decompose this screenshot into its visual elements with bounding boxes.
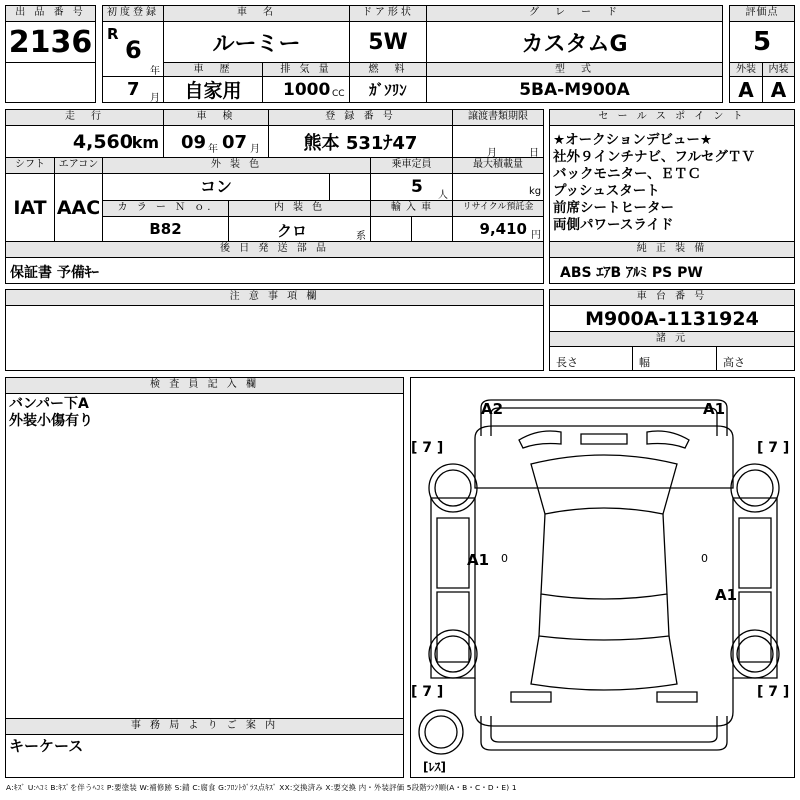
label-sell-points: セ ー ル ス ポ イ ン ト xyxy=(549,109,795,126)
label-first-reg: 初度登録 xyxy=(102,5,164,22)
grille-shape xyxy=(581,434,627,444)
label-import: 輸 入 車 xyxy=(370,200,453,217)
caution-box xyxy=(5,305,544,371)
reg-year-value: 6 xyxy=(125,36,142,64)
inspection-cell xyxy=(163,125,269,158)
kei-unit: 系 xyxy=(356,231,366,242)
label-exterior: 外装 xyxy=(729,62,763,77)
roof-rear-shape xyxy=(539,594,669,640)
int-color-cell xyxy=(228,216,371,242)
label-later-parts: 後 日 発 送 部 品 xyxy=(5,241,544,258)
wheel-front-left xyxy=(429,464,477,512)
office-notes: キーケース xyxy=(9,737,84,755)
headlight-left-shape xyxy=(519,431,561,448)
sell-points-text: ★オークションデビュー★ 社外９インチナビ、フルセグＴＶ バックモニター、ＥＴＣ プッシュスタート 前席シートヒーター 両側パワースライド xyxy=(553,132,755,233)
wheel-rear-right-inner xyxy=(737,636,773,672)
reg-no-value: 熊本 531ﾅ47 xyxy=(268,125,453,158)
label-recycle: リサイクル預託金 xyxy=(452,200,544,217)
reg-month-value: 7 xyxy=(127,79,140,100)
label-lot-no: 出 品 番 号 xyxy=(5,5,96,22)
insp-month-value: 07 xyxy=(222,132,248,153)
fuel-value: ｶﾞｿﾘﾝ xyxy=(349,76,427,103)
mileage-cell xyxy=(5,125,164,158)
year-unit: 年 xyxy=(150,66,160,77)
tire-front-right: [ 7 ] xyxy=(757,440,790,456)
label-caution: 注 意 事 項 欄 xyxy=(5,289,544,306)
label-inspection: 車 検 xyxy=(163,109,269,126)
mark-front-left: A2 xyxy=(481,400,504,418)
transfer-day-unit: 日 xyxy=(529,148,539,158)
first-reg-month-cell xyxy=(102,76,164,103)
label-inspector: 検 査 員 記 入 欄 xyxy=(5,377,404,394)
rear-bumper-shape xyxy=(481,716,727,750)
headlight-right-shape xyxy=(647,431,689,448)
right-rear-door-shape xyxy=(739,592,771,662)
tire-spare: [ﾚｽ] xyxy=(423,760,446,774)
label-capacity: 乗車定員 xyxy=(370,157,453,174)
label-width: 幅 xyxy=(639,356,650,369)
persons-unit: 人 xyxy=(438,190,448,201)
front-bumper-shape xyxy=(481,400,727,436)
label-specs: 諸 元 xyxy=(549,331,795,347)
later-parts-box xyxy=(5,257,544,284)
recycle-value: 9,410 xyxy=(479,220,527,238)
label-grade: グ レ ー ド xyxy=(426,5,723,22)
month-unit: 月 xyxy=(150,93,160,103)
displacement-cell xyxy=(262,76,350,103)
label-chassis-no: 車 台 番 号 xyxy=(549,289,795,306)
standard-equip-value: ABS ｴｱB ｱﾙﾐ PS PW xyxy=(560,265,703,281)
inspector-notes: バンパー下A 外装小傷有り xyxy=(9,396,93,429)
cc-unit: CC xyxy=(332,89,345,99)
transfer-month-unit: 月 xyxy=(487,148,497,158)
label-aircon: エアコン xyxy=(54,157,103,174)
label-max-load: 最大積載量 xyxy=(452,157,544,174)
import-cell-b xyxy=(411,216,453,242)
label-history: 車 歴 xyxy=(163,62,263,77)
tire-rear-left: [ 7 ] xyxy=(411,684,444,700)
grade-value: カスタムG xyxy=(426,21,723,63)
color-no-value: B82 xyxy=(102,216,229,242)
inspector-box xyxy=(5,393,404,719)
mark-front-right: A1 xyxy=(703,400,726,418)
right-front-door-shape xyxy=(739,518,771,588)
car-diagram xyxy=(411,378,795,778)
tire-front-left: [ 7 ] xyxy=(411,440,444,456)
label-displacement: 排 気 量 xyxy=(262,62,350,77)
height-cell xyxy=(716,346,795,371)
era-label: R xyxy=(107,25,119,43)
tire-rear-right: [ 7 ] xyxy=(757,684,790,700)
wheel-front-left-inner xyxy=(435,470,471,506)
wheel-front-right xyxy=(731,464,779,512)
lot-no-value: 2136 xyxy=(5,21,96,63)
side-zero-left: 0 xyxy=(501,552,508,565)
door-value: 5W xyxy=(349,21,427,63)
label-car-name: 車 名 xyxy=(163,5,350,22)
transfer-cell xyxy=(452,125,544,158)
yen-unit: 円 xyxy=(531,230,541,241)
label-ext-color: 外 装 色 xyxy=(102,157,371,174)
label-shift: シフト xyxy=(5,157,55,174)
rear-bumper-inner xyxy=(491,716,717,742)
interior-value: A xyxy=(762,76,795,103)
width-cell xyxy=(632,346,717,371)
label-standard-equip: 純 正 装 備 xyxy=(549,241,795,258)
mark-left-side: A1 xyxy=(467,551,490,569)
front-body-shape xyxy=(475,426,733,488)
length-cell xyxy=(549,346,633,371)
tail-right-shape xyxy=(657,692,697,702)
score-value: 5 xyxy=(729,21,795,63)
label-mileage: 走 行 xyxy=(5,109,164,126)
aircon-value: AAC xyxy=(54,173,103,242)
displacement-value: 1000 xyxy=(283,80,331,100)
exterior-value: A xyxy=(729,76,763,103)
label-transfer: 譲渡書類期限 xyxy=(452,109,544,126)
km-unit: km xyxy=(131,133,159,152)
left-rear-door-shape xyxy=(437,592,469,662)
tail-left-shape xyxy=(511,692,551,702)
first-reg-year-cell xyxy=(102,21,164,77)
damage-legend: A:ｷｽﾞ U:ﾍｺﾐ B:ｷｽﾞを伴うﾍｺﾐ P:要塗装 W:補修跡 S:錆 C:腐食 G:ﾌﾛﾝﾄｶﾞﾗｽ点ｷｽﾞ XX:交換済み X:要交換 内・外装評価 5段階ﾗﾝｸ順(A・B・C・D・E) 1 xyxy=(6,783,517,792)
label-reg-no: 登 録 番 号 xyxy=(268,109,453,126)
wheel-front-right-inner xyxy=(737,470,773,506)
label-length: 長さ xyxy=(556,356,578,369)
later-parts-value: 保証書 予備ｷｰ xyxy=(10,265,99,281)
ext-color-value: コン xyxy=(102,173,330,201)
model-code-value: 5BA-M900A xyxy=(426,76,723,103)
label-model-code: 型 式 xyxy=(426,62,723,77)
kg-unit: kg xyxy=(529,186,542,197)
label-interior: 内装 xyxy=(762,62,795,77)
history-value: 自家用 xyxy=(163,76,263,103)
label-office: 事 務 局 よ り ご 案 内 xyxy=(5,718,404,735)
max-load-cell xyxy=(452,173,544,201)
side-zero-right: 0 xyxy=(701,552,708,565)
lot-no-blank xyxy=(5,62,96,103)
label-int-color: 内 装 色 xyxy=(228,200,371,217)
label-score: 評価点 xyxy=(729,5,795,22)
car-name-value: ルーミー xyxy=(163,21,350,63)
wheel-rear-left xyxy=(429,630,477,678)
recycle-cell xyxy=(452,216,544,242)
capacity-cell xyxy=(370,173,453,201)
sell-points-box xyxy=(549,125,795,242)
wheel-rear-right xyxy=(731,630,779,678)
label-height: 高さ xyxy=(723,356,745,369)
chassis-no-value: M900A-1131924 xyxy=(549,305,795,332)
windshield-shape xyxy=(531,455,677,514)
ext-color-extra xyxy=(329,173,371,201)
label-door: ドア形状 xyxy=(349,5,427,22)
left-front-door-shape xyxy=(437,518,469,588)
label-fuel: 燃 料 xyxy=(349,62,427,77)
car-diagram-box xyxy=(410,377,795,778)
wheel-rear-left-inner xyxy=(435,636,471,672)
roof-front-shape xyxy=(541,514,667,599)
office-box xyxy=(5,734,404,778)
capacity-value: 5 xyxy=(411,177,423,197)
insp-year-value: 09 xyxy=(181,132,207,153)
insp-year-unit: 年 xyxy=(208,144,218,155)
spare-wheel-inner xyxy=(425,716,457,748)
front-bumper-inner xyxy=(491,408,717,436)
mark-right-side: A1 xyxy=(715,586,738,604)
label-color-no: カ ラ ー Ｎ ｏ. xyxy=(102,200,229,217)
import-cell-a xyxy=(370,216,412,242)
rear-window-shape xyxy=(531,636,677,690)
int-color-value: クロ xyxy=(277,222,308,240)
shift-value: IAT xyxy=(5,173,55,242)
standard-equip-box xyxy=(549,257,795,284)
mileage-value: 4,560 xyxy=(72,131,133,153)
insp-month-unit: 月 xyxy=(250,144,260,155)
